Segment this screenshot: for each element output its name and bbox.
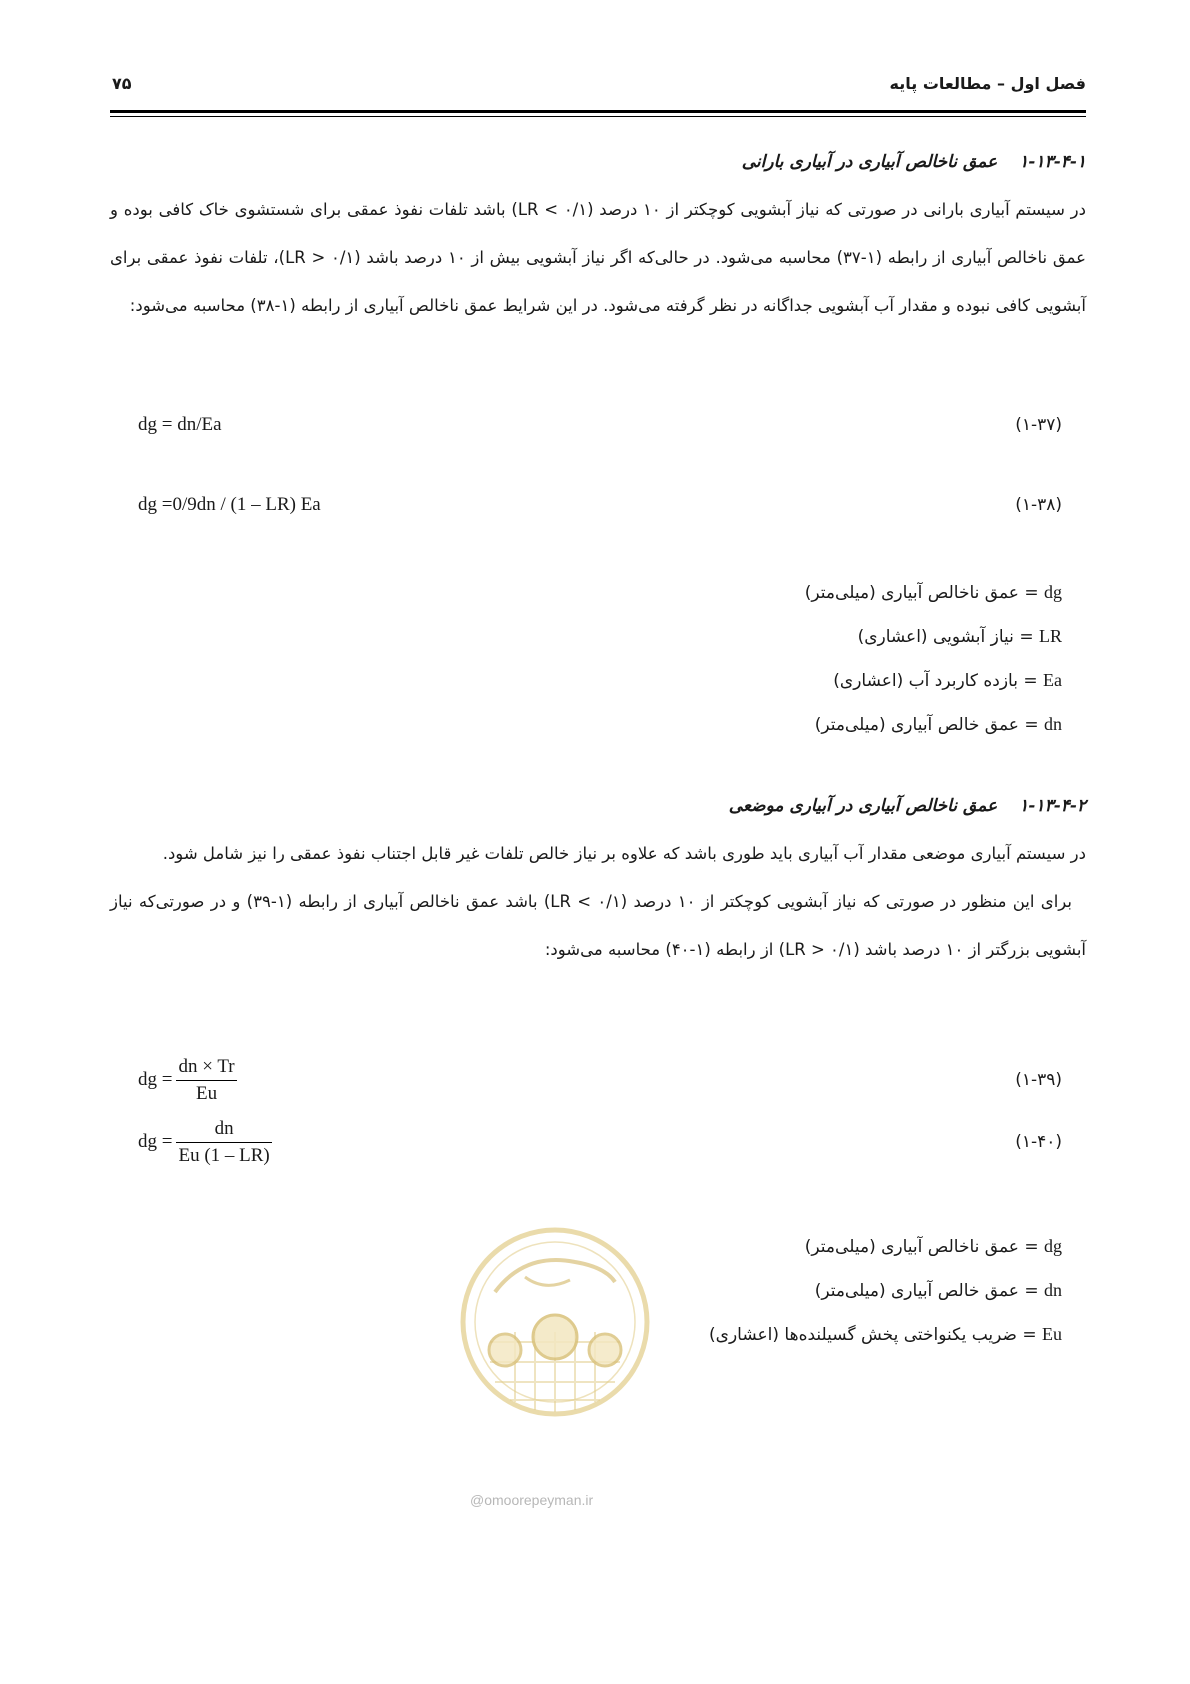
- paragraph-text: در سیستم آبیاری موضعی مقدار آب آبیاری باید طوری باشد که علاوه بر نیاز خالص تلفات غیر قابل اجتناب نفوذ عمقی را نیز شامل شود.: [162, 844, 1086, 863]
- symbol: dg: [1044, 1236, 1062, 1256]
- definition-dg-2: [805, 1236, 1062, 1257]
- definition-dg: [805, 582, 1062, 603]
- header-rule-thin: [110, 116, 1086, 117]
- equation-lhs: dg =: [138, 1130, 173, 1152]
- section-number: ۱-۱۳-۴-۲: [1019, 796, 1086, 816]
- equation-37-number: (۱-۳۷): [1015, 415, 1062, 435]
- definition-lr: [858, 626, 1062, 647]
- definition-text: = عمق خالص آبیاری (میلی‌متر): [814, 1281, 1039, 1301]
- definition-text: = بازده کاربرد آب (اعشاری): [833, 671, 1038, 691]
- equation-38: dg =0/9dn / (1 – LR) Ea: [138, 494, 321, 515]
- symbol: dg: [1044, 582, 1062, 602]
- equation-37: dg = dn/Ea: [138, 414, 222, 435]
- definition-text: = ضریب یکنواختی پخش گسیلنده‌ها (اعشاری): [709, 1325, 1037, 1345]
- denominator: Eu (1 – LR): [178, 1145, 270, 1166]
- definition-dn: [815, 714, 1062, 735]
- paragraph-text: در سیستم آبیاری بارانی در صورتی که نیاز آبشویی کوچکتر از ۱۰ درصد (LR < ۰/۱) باشد تلفات نفوذ عمقی برای شستشوی خاک کافی بوده و عمق ناخالص آبیاری از رابطه (۱-۳۷) محاسبه می‌شود. در حالی‌که اگر نیاز آبشویی بیش از ۱۰ درصد باشد (LR > ۰/۱)، تلفات نفوذ عمقی برای آبشویی کافی نبوده و مقدار آب آبشویی جداگانه در نظر گرفته می‌شود. در این شرایط عمق ناخالص آبیاری از رابطه (۱-۳۸) محاسبه می‌شود:: [110, 200, 1086, 315]
- numerator: dn × Tr: [176, 1056, 236, 1081]
- definition-ea: [833, 670, 1062, 691]
- section-1-paragraph: [110, 186, 1086, 330]
- equation-40: [138, 1118, 272, 1167]
- equation-40-number: (۱-۴۰): [1015, 1132, 1062, 1152]
- symbol: dn: [1044, 1280, 1062, 1300]
- paragraph-text: برای این منظور در صورتی که نیاز آبشویی کوچکتر از ۱۰ درصد (LR < ۰/۱) باشد عمق ناخالص آبیاری از رابطه (۱-۳۹) و در صورتی‌که نیاز آبشویی بزرگتر از ۱۰ درصد باشد (LR > ۰/۱) از رابطه (۱-۴۰) محاسبه می‌شود:: [110, 892, 1086, 959]
- equation-38-number: (۱-۳۸): [1015, 495, 1062, 515]
- watermark-url: @omoorepeyman.ir: [470, 1492, 594, 1508]
- numerator: dn: [176, 1118, 271, 1143]
- symbol: LR: [1038, 626, 1062, 646]
- definition-text: = عمق ناخالص آبیاری (میلی‌متر): [804, 1237, 1039, 1257]
- denominator: Eu: [195, 1083, 218, 1104]
- fraction: [176, 1118, 271, 1167]
- section-title: عمق ناخالص آبیاری در آبیاری موضعی: [728, 796, 998, 816]
- definition-dn-2: [815, 1280, 1062, 1301]
- equation-39-number: (۱-۳۹): [1015, 1070, 1062, 1090]
- definition-text: = نیاز آبشویی (اعشاری): [857, 627, 1034, 647]
- fraction: [176, 1056, 236, 1105]
- symbol: dn: [1044, 714, 1062, 734]
- section-heading-2: [729, 796, 1086, 816]
- definition-text: = عمق خالص آبیاری (میلی‌متر): [814, 715, 1039, 735]
- definition-text: = عمق ناخالص آبیاری (میلی‌متر): [804, 583, 1039, 603]
- equation-lhs: dg =: [138, 1068, 173, 1090]
- watermark-logo: [455, 1222, 655, 1472]
- section-2-paragraphs: [110, 830, 1086, 974]
- header-rule-thick: [110, 110, 1086, 113]
- section-title: عمق ناخالص آبیاری در آبیاری بارانی: [741, 152, 998, 172]
- definition-eu: [709, 1324, 1062, 1345]
- symbol: Ea: [1043, 670, 1062, 690]
- section-number: ۱-۱۳-۴-۱: [1019, 152, 1086, 172]
- section-heading-1: [742, 152, 1086, 172]
- symbol: Eu: [1042, 1324, 1062, 1344]
- chapter-title: فصل اول – مطالعات پایه: [889, 74, 1086, 93]
- page-number: ۷۵: [112, 74, 132, 93]
- equation-39: [138, 1056, 237, 1105]
